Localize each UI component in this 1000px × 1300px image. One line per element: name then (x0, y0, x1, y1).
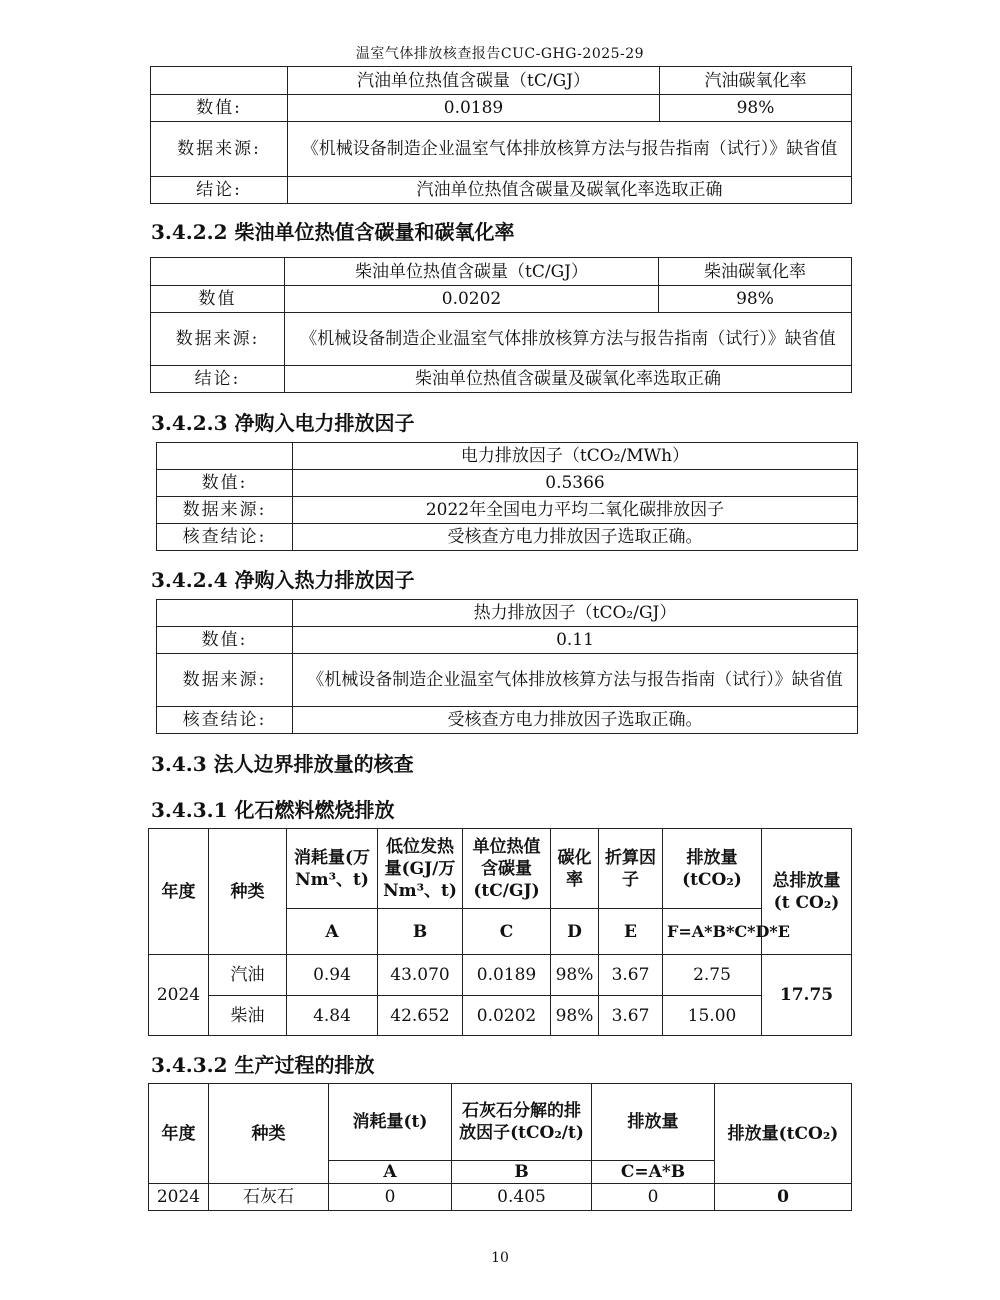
emission-cell: 2.75 (663, 955, 762, 996)
gasoline-oxidation-header: 汽油碳氧化率 (660, 67, 852, 95)
blank-cell (151, 67, 288, 95)
section-heading-3423: 3.4.2.3 净购入电力排放因子 (151, 411, 415, 435)
diesel-source: 《机械设备制造企业温室气体排放核算方法与报告指南（试行）》缺省值 (285, 313, 852, 366)
section-heading-343: 3.4.3 法人边界排放量的核查 (151, 752, 414, 776)
consumption-cell: 4.84 (287, 996, 378, 1036)
electricity-factor-header: 电力排放因子（tCO₂/MWh） (293, 443, 858, 470)
carbon-content-cell: 0.0202 (463, 996, 551, 1036)
conclusion-label: 结论: (151, 366, 285, 393)
section-heading-3432: 3.4.3.2 生产过程的排放 (151, 1053, 375, 1077)
page-number: 10 (491, 1250, 509, 1266)
heat-table (156, 599, 858, 734)
conclusion-label: 结论: (151, 177, 288, 204)
diesel-oxidation-value: 98% (659, 286, 852, 313)
heat-conclusion: 受核查方电力排放因子选取正确。 (293, 707, 858, 734)
gasoline-carbon-header: 汽油单位热值含碳量（tC/GJ） (288, 67, 660, 95)
source-label: 数据来源: (157, 497, 293, 524)
process-emission-table (148, 1083, 852, 1211)
factor-cell: 0.405 (452, 1184, 592, 1211)
consumption-cell: 0.94 (287, 955, 378, 996)
conversion-factor-header: 折算因子 (599, 829, 663, 909)
table-row (149, 996, 852, 1036)
gasoline-carbon-value: 0.0189 (288, 95, 660, 122)
electricity-conclusion: 受核查方电力排放因子选取正确。 (293, 524, 858, 551)
consumption-header: 消耗量(t) (329, 1084, 452, 1161)
section-heading-3424: 3.4.2.4 净购入热力排放因子 (151, 568, 415, 592)
key-e: E (599, 909, 663, 955)
emission-cell: 15.00 (663, 996, 762, 1036)
oxidation-cell: 98% (551, 996, 599, 1036)
consumption-header: 消耗量(万Nm³、t) (287, 829, 378, 909)
heat-source: 《机械设备制造企业温室气体排放核算方法与报告指南（试行）》缺省值 (293, 654, 858, 707)
type-header: 种类 (209, 1084, 329, 1184)
value-label: 数值: (157, 470, 293, 497)
diesel-carbon-header: 柴油单位热值含碳量（tC/GJ） (285, 258, 659, 286)
oxidation-cell: 98% (551, 955, 599, 996)
type-header: 种类 (209, 829, 287, 955)
material-type-cell: 石灰石 (209, 1184, 329, 1211)
diesel-conclusion: 柴油单位热值含碳量及碳氧化率选取正确 (285, 366, 852, 393)
gasoline-table (150, 66, 852, 204)
emission-header: 排放量 (592, 1084, 715, 1161)
oxidation-header: 碳化率 (551, 829, 599, 909)
electricity-table (156, 442, 858, 551)
source-label: 数据来源: (157, 654, 293, 707)
electricity-source: 2022年全国电力平均二氧化碳排放因子 (293, 497, 858, 524)
key-f-formula: F=A*B*C*D*E (663, 909, 762, 955)
gasoline-source: 《机械设备制造企业温室气体排放核算方法与报告指南（试行）》缺省值 (288, 122, 852, 177)
total-emission-cell: 17.75 (762, 955, 852, 1036)
ncv-cell: 43.070 (378, 955, 463, 996)
diesel-oxidation-header: 柴油碳氧化率 (659, 258, 852, 286)
value-label: 数值: (157, 627, 293, 654)
carbon-content-header: 单位热值含碳量(tC/GJ) (463, 829, 551, 909)
total-emission-cell: 0 (715, 1184, 852, 1211)
total-emission-header: 排放量(tCO₂) (715, 1084, 852, 1184)
fuel-type-cell: 柴油 (209, 996, 287, 1036)
blank-cell (157, 600, 293, 627)
conclusion-label: 核查结论: (157, 524, 293, 551)
table-row (149, 1184, 852, 1211)
key-c: C (463, 909, 551, 955)
emission-cell: 0 (592, 1184, 715, 1211)
running-header: 温室气体排放核查报告CUC-GHG-2025-29 (355, 46, 645, 62)
section-heading-3431: 3.4.3.1 化石燃料燃烧排放 (151, 798, 395, 822)
fuel-type-cell: 汽油 (209, 955, 287, 996)
key-d: D (551, 909, 599, 955)
heat-factor-header: 热力排放因子（tCO₂/GJ） (293, 600, 858, 627)
conversion-factor-cell: 3.67 (599, 955, 663, 996)
year-header: 年度 (149, 829, 209, 955)
key-b: B (452, 1161, 592, 1184)
conclusion-label: 核查结论: (157, 707, 293, 734)
blank-cell (157, 443, 293, 470)
section-heading-3422: 3.4.2.2 柴油单位热值含碳量和碳氧化率 (151, 220, 515, 244)
consumption-cell: 0 (329, 1184, 452, 1211)
ncv-header: 低位发热量(GJ/万Nm³、t) (378, 829, 463, 909)
emission-header: 排放量(tCO₂) (663, 829, 762, 909)
source-label: 数据来源: (151, 122, 288, 177)
gasoline-conclusion: 汽油单位热值含碳量及碳氧化率选取正确 (288, 177, 852, 204)
ncv-cell: 42.652 (378, 996, 463, 1036)
diesel-table (150, 257, 852, 393)
year-cell: 2024 (149, 955, 209, 1036)
total-emission-header: 总排放量(t CO₂) (762, 829, 852, 955)
limestone-factor-header: 石灰石分解的排放因子(tCO₂/t) (452, 1084, 592, 1161)
key-b: B (378, 909, 463, 955)
year-header: 年度 (149, 1084, 209, 1184)
fuel-emission-table (148, 828, 852, 1036)
conversion-factor-cell: 3.67 (599, 996, 663, 1036)
year-cell: 2024 (149, 1184, 209, 1211)
diesel-carbon-value: 0.0202 (285, 286, 659, 313)
gasoline-oxidation-value: 98% (660, 95, 852, 122)
table-row (149, 955, 852, 996)
key-c-formula: C=A*B (592, 1161, 715, 1184)
heat-factor-value: 0.11 (293, 627, 858, 654)
key-a: A (287, 909, 378, 955)
blank-cell (151, 258, 285, 286)
value-label: 数值 (151, 286, 285, 313)
source-label: 数据来源: (151, 313, 285, 366)
value-label: 数值: (151, 95, 288, 122)
carbon-content-cell: 0.0189 (463, 955, 551, 996)
key-a: A (329, 1161, 452, 1184)
electricity-factor-value: 0.5366 (293, 470, 858, 497)
